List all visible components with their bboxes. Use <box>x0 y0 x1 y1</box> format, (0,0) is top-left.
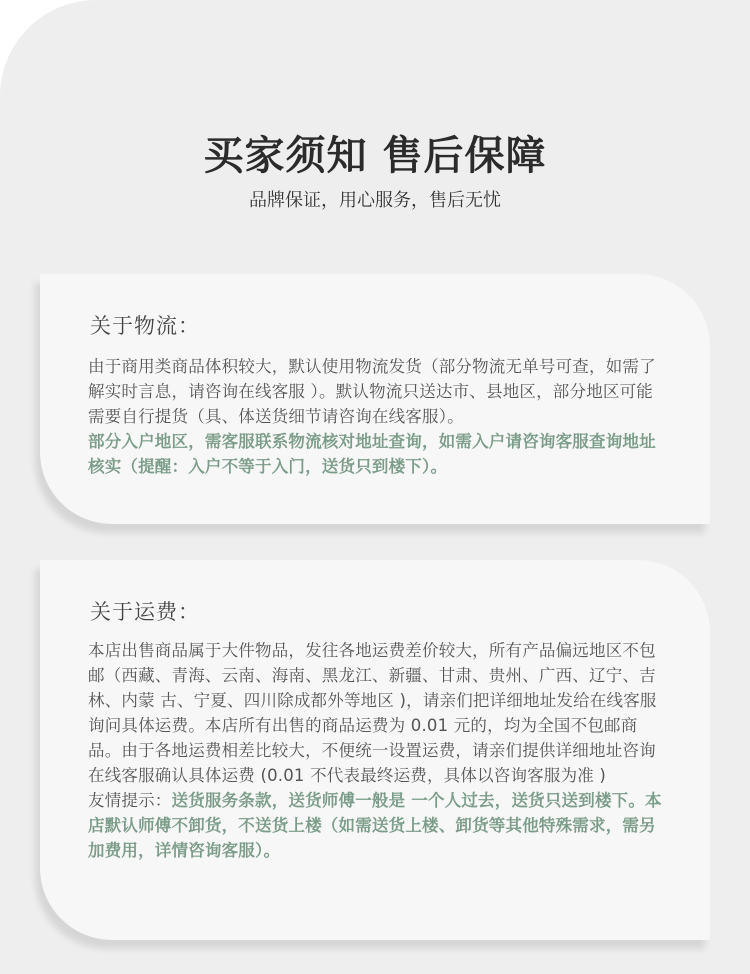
page-title: 买家须知 售后保障 <box>203 133 547 179</box>
page-subtitle: 品牌保证，用心服务，售后无忧 <box>249 190 501 211</box>
logistics-card <box>40 274 710 524</box>
logistics-notice: 部分入户地区，需客服联系物流核对地址查询，如需入户请咨询客服查询地址核实（提醒：入户不等于入门，送货只到楼下）。 <box>88 432 656 476</box>
shipping-body: 本店出售商品属于大件物品，发往各地运费差价较大，所有产品偏远地区不包邮（西藏、青海、云南、海南、黑龙江、新疆、甘肃、贵州、广西、辽宁、吉林、内蒙 古、宁夏、四川除成都外等地区 )，请亲们把详细地址发给在线客服询问具体运费。本店所有出售的商品运费为 0.01 元的，均为全国不包邮商品。由于各地运费相差比较大，不便统一设置运费，请亲们提供详细地址咨询在线客服确认具体运费 (0.01 不代表最终运费，具体以咨询客服为准 ) <box>88 641 657 785</box>
shipping-tip <box>88 788 662 863</box>
shipping-card <box>40 560 710 940</box>
shipping-tip-lead: 友情提示： <box>88 791 172 810</box>
logistics-body: 由于商用类商品体积较大，默认使用物流发货（部分物流无单号可查，如需了解实时言息，请咨询在线客服 ）。默认物流只送达市、县地区，部分地区可能需要自行提货（具、体送货细节请咨询在线客服）。 <box>88 357 656 426</box>
shipping-heading: 关于运费： <box>90 600 200 624</box>
shipping-tip-body: 送货服务条款，送货师傅一般是 一个人过去，送货只送到楼下。本店默认师傅不卸货，不送货上楼（如需送货上楼、卸货等其他特殊需求，需另加费用，详情咨询客服）。 <box>88 791 662 860</box>
logistics-heading: 关于物流： <box>90 314 200 338</box>
